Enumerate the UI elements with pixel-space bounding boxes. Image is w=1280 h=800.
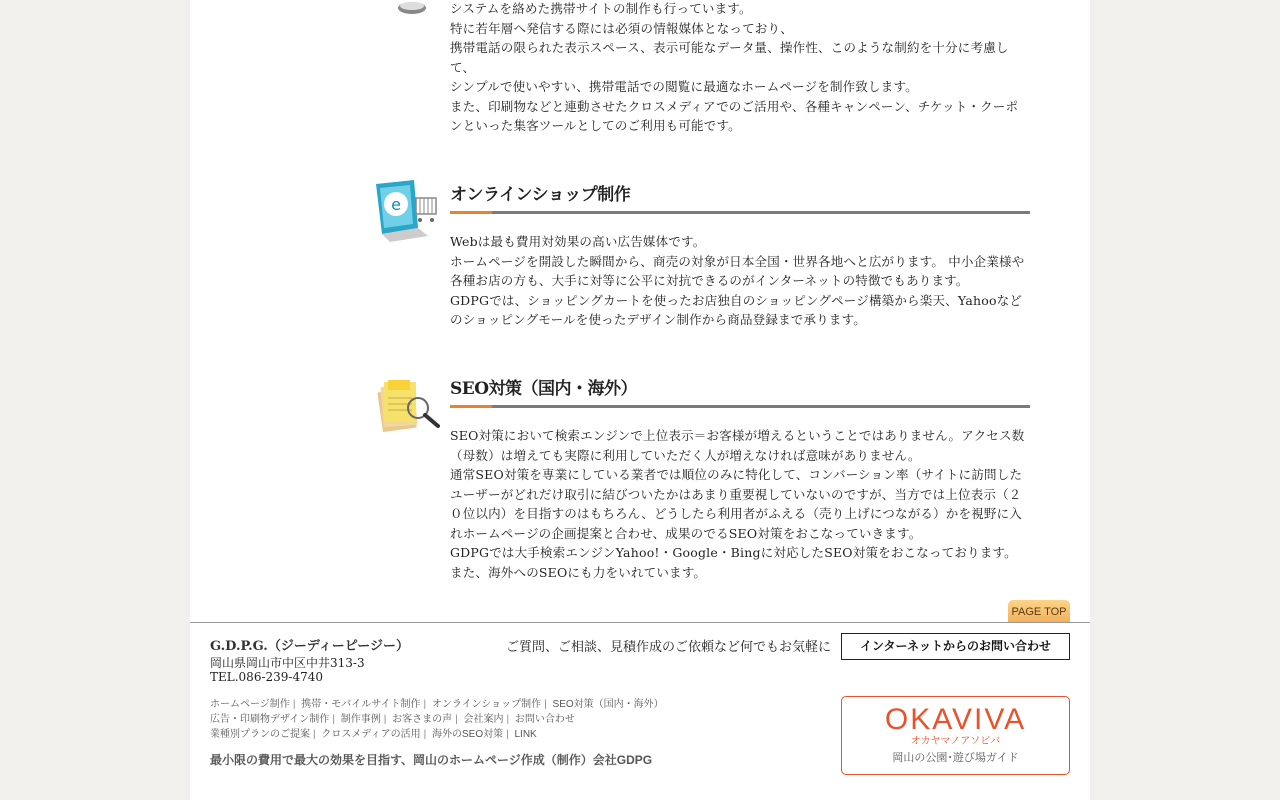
okaviva-subtitle: 岡山の公園･遊び場ガイド [892,752,1019,764]
seo-paragraph-4: また、海外へのSEOにも力をいれています。 [450,564,707,580]
link-separator: | [506,714,510,725]
link-separator: | [292,699,296,710]
link-separator: | [332,714,335,725]
footer-links [210,697,690,742]
online-shop-heading [450,183,1030,207]
link-separator: | [313,729,316,740]
footer-links-row [210,697,690,712]
footer-link-homepage[interactable]: ホームページ制作 [210,699,290,710]
company-name: G.D.P.G.（ジーディーピージー） [210,639,409,654]
footer-link-company[interactable]: 会社案内 [463,714,504,725]
link-separator: | [423,699,427,710]
online-shop-paragraph-3: GDPGでは、ショッピングカートを使ったお店独自のショッピングページ構築から楽天、Yahooなどのショッピングモールを使ったデザイン制作から商品登録まで承ります。 [450,292,1023,327]
footer-tagline: 最小限の費用で最大の効果を目指す、岡山のホームページ作成（制作）会社GDPG [210,753,653,767]
link-separator: | [455,714,458,725]
heading-rule [450,405,1030,408]
online-shop-paragraph-2: ホームページを開設した瞬間から、商売の対象が日本全国・世界各地へと広がります。 中小企業様や各種お店の方も、大手に対等に公平に対抗できるのがインターネットの特徴でもあります。 [450,253,1025,288]
company-address: 岡山県岡山市中区中井313-3 [210,656,365,670]
mobile-paragraph-4: シンプルで使いやすい、携帯電話での閲覧に最適なホームページを制作致します。 [450,79,918,94]
mobile-section-text [450,0,1030,136]
page-container [190,0,1090,800]
mobile-paragraph-5: また、印刷物などと連動させたクロスメディアでのご活用や、各種キャンペーン、チケット・クーポンといった集客ツールとしてのご利用も可能です。 [450,98,1019,133]
footer-link-print-design[interactable]: 広告・印刷物デザイン制作 [210,714,330,725]
link-separator: | [506,729,509,740]
seo-paragraph-3: GDPGでは大手検索エンジンYahoo!・Google・Bingに対応したSEO対策をおこなっております。 [450,545,1017,560]
seo-heading [450,377,1030,401]
footer-link-link[interactable]: LINK [514,729,537,740]
seo-paragraph-1: SEO対策において検索エンジンで上位表示＝お客様が増えるということではありません。アクセス数（母数）は増えても実際に利用していただく人が増えなければ意味がありません。 [450,428,1025,463]
mobile-paragraph-1: システムを絡めた携帯サイトの制作も行っています。 [450,1,752,16]
link-separator: | [383,714,387,725]
okaviva-logo: OKAVIVA [884,703,1027,736]
seo-paragraph-2: 通常SEO対策を専業にしている業者では順位のみに特化して、コンバーション率（サイトに訪問したユーザーがどれだけ取引に結びついたかはあまり重要視していないのですが、当方では上位表示（２０位以内）を目指すのはもちろん、どうしたら利用者がふえる（売り上げにつながる）かを視野に入れホームページの企画提案と合わせ、成果のでるSEO対策をおこなっていきます。 [450,467,1023,541]
online-shop-section-text [450,232,1030,330]
svg-text:e: e [391,195,401,214]
footer-link-voices[interactable]: お客さまの声 [392,714,453,725]
footer-link-mobile[interactable]: 携帯・モバイルサイト制作 [301,699,421,710]
heading-rule [450,211,1030,214]
mobile-phone-icon [390,0,430,18]
company-tel: TEL.086-239-4740 [210,670,324,684]
okaviva-kana: オカヤマノアソビバ [910,736,1001,747]
okaviva-banner[interactable] [841,696,1070,775]
footer-link-online-shop[interactable]: オンラインショップ制作 [431,699,542,710]
heading-rule-accent [450,211,492,214]
footer-link-works[interactable]: 制作事例 [340,714,381,725]
seo-section-text [450,426,1030,582]
link-separator: | [544,699,547,710]
link-separator: | [423,729,427,740]
footer-link-plans[interactable]: 業種別プランのご提案 [210,729,310,740]
footer-link-overseas-seo[interactable]: 海外のSEO対策 [431,729,504,740]
seo-heading-text: SEO対策（国内・海外） [450,379,638,399]
online-shop-heading-text: オンラインショップ制作 [450,185,631,205]
footer-divider [190,622,1090,623]
footer-links-row [210,712,690,727]
mobile-paragraph-2: 特に若年層へ発信する際には必須の情報媒体となっており、 [450,20,793,36]
online-shop-paragraph-1: Webは最も費用対効果の高い広告媒体です。 [450,234,706,249]
contact-lead-text: ご質問、ご相談、見積作成のご依頼など何でもお気軽に [506,639,832,654]
heading-rule-accent [450,405,492,408]
mobile-paragraph-3: 携帯電話の限られた表示スペース、表示可能なデータ量、操作性、このような制約を十分に考慮して、 [450,40,1009,75]
contact-button[interactable]: インターネットからのお問い合わせ [841,633,1070,660]
magnifier-documents-icon [374,376,444,434]
footer-link-seo[interactable]: SEO対策（国内・海外） [552,699,664,710]
ecommerce-cart-icon [372,178,442,242]
footer-link-contact[interactable]: お問い合わせ [514,714,575,725]
footer-links-row [210,727,690,742]
footer-link-cross-media[interactable]: クロスメディアの活用 [321,729,421,740]
page-top-button[interactable]: PAGE TOP [1008,600,1070,622]
